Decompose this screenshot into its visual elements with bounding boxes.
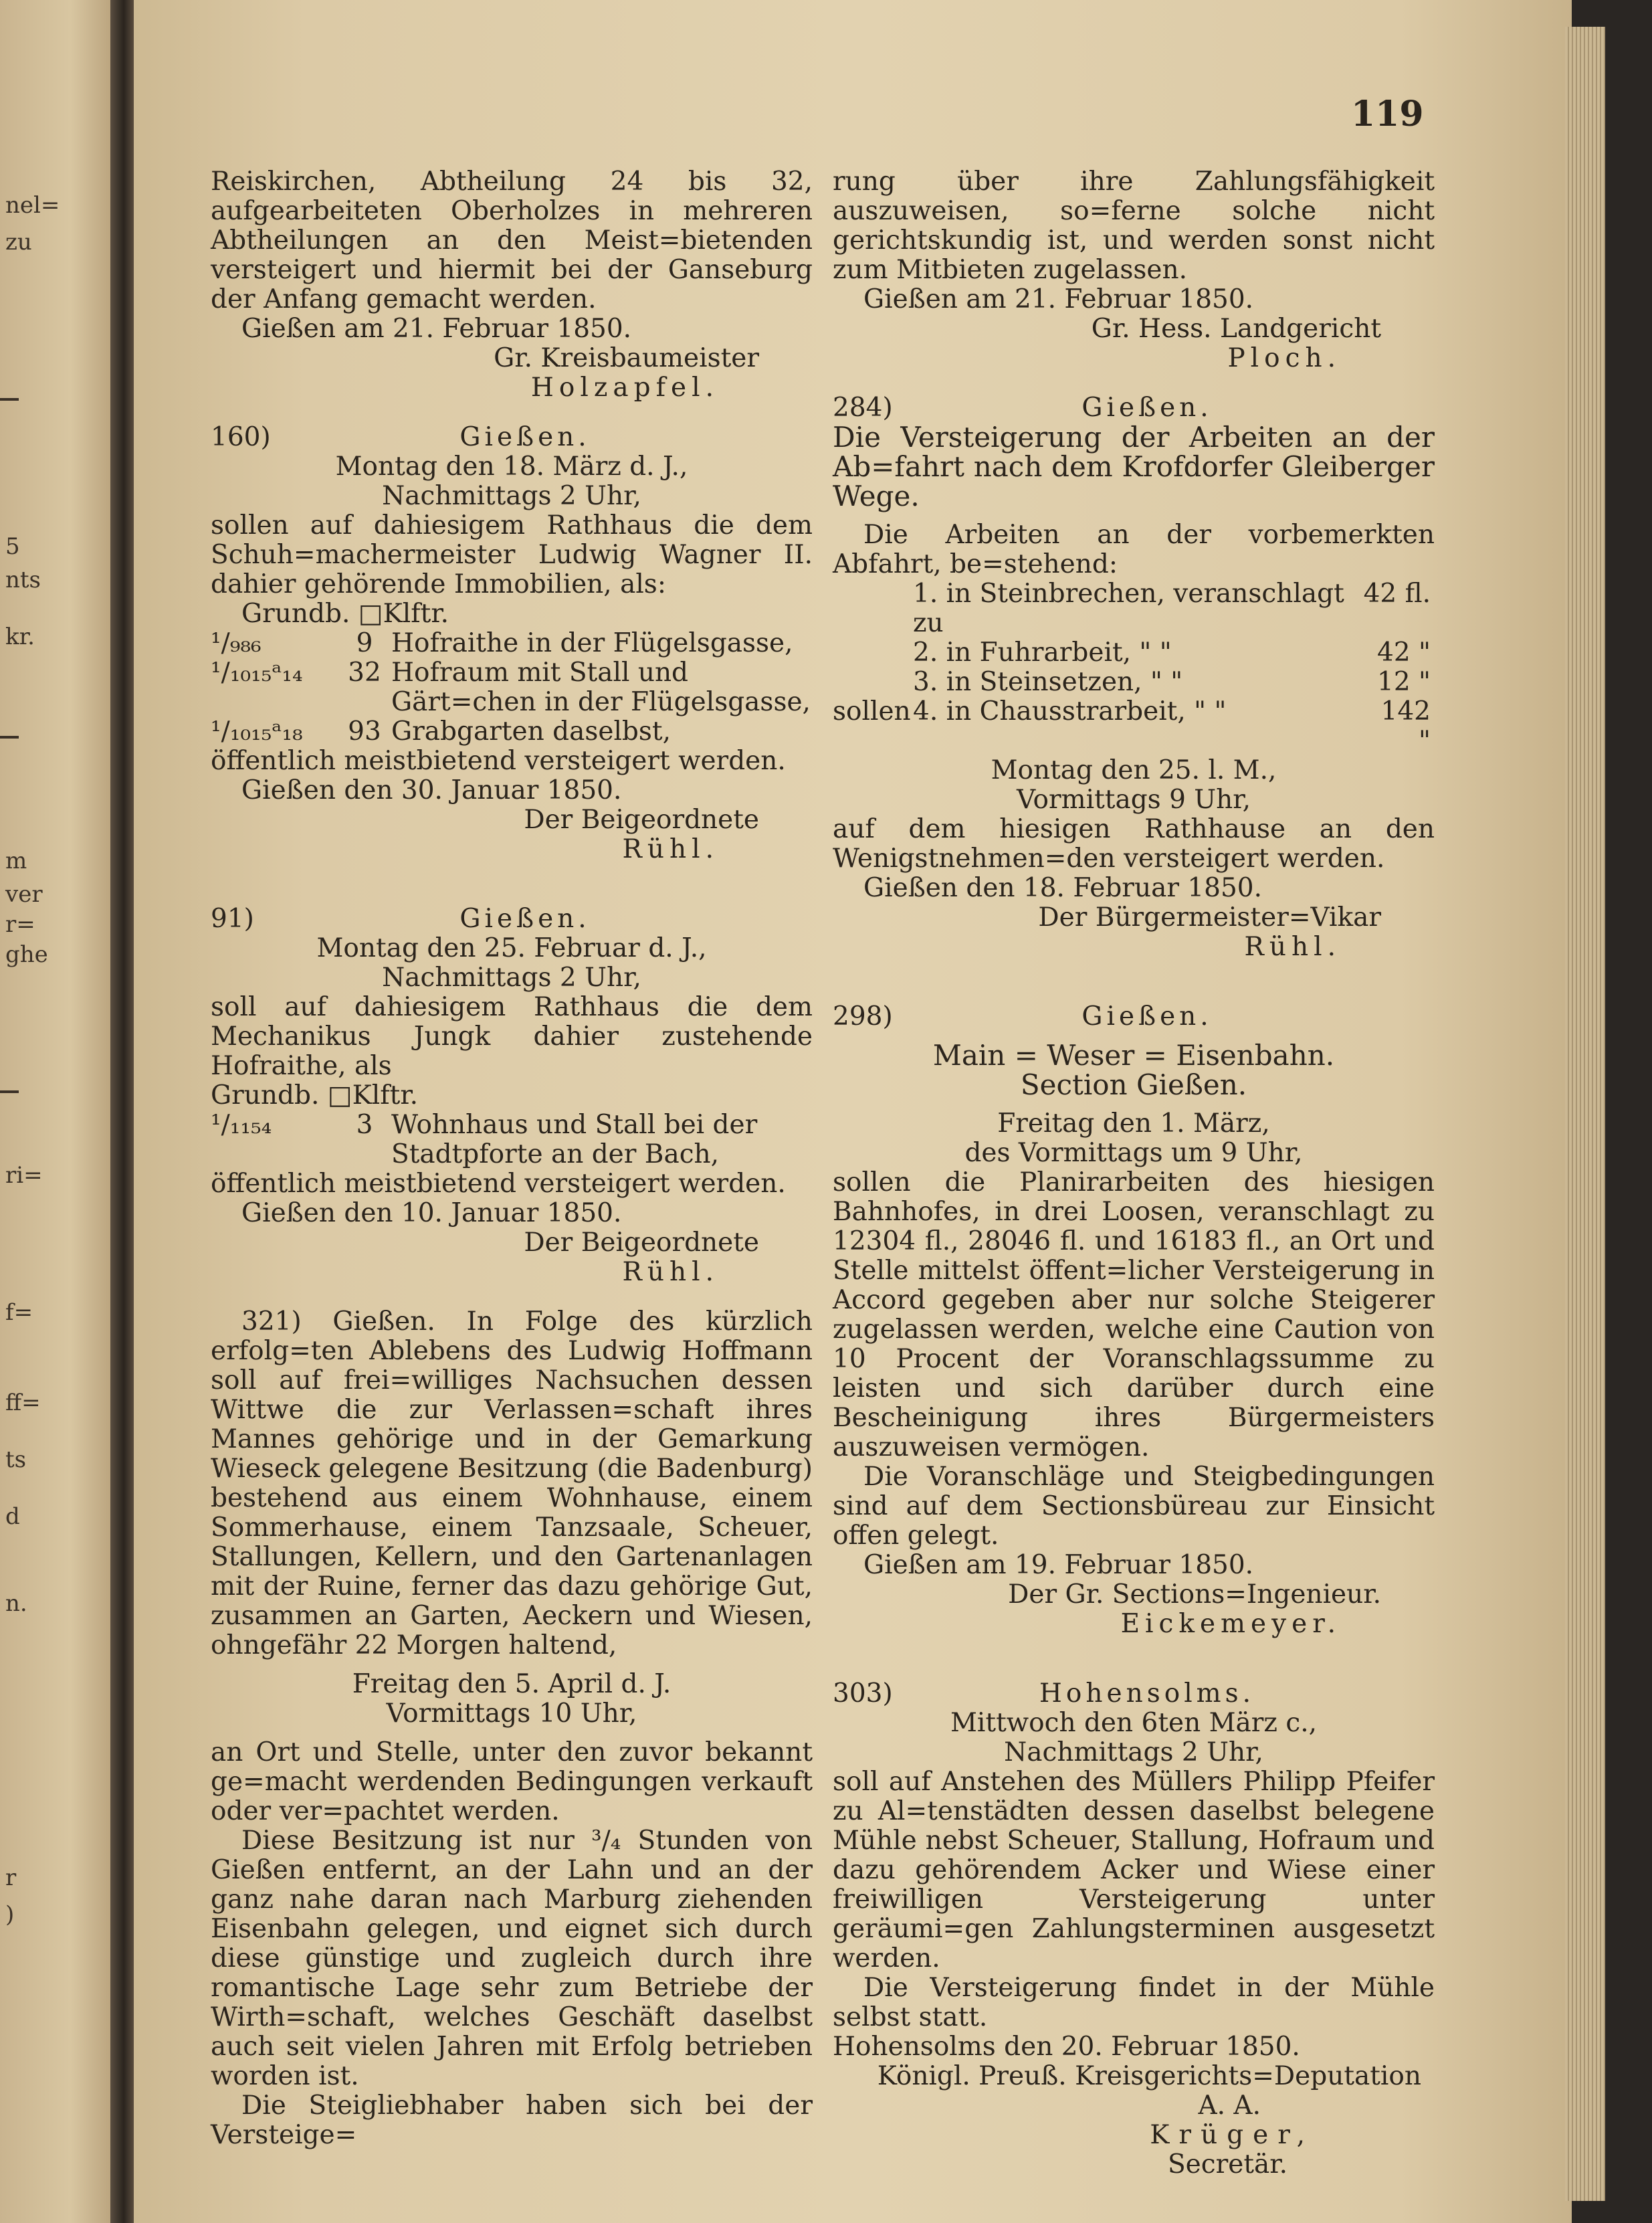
- parcel-number: ¹/₁₀₁₅ᵃ₁₄: [211, 658, 303, 688]
- notice-number: 321): [241, 1307, 302, 1337]
- property-table-head: Grundb. □Klftr.: [241, 599, 449, 629]
- notice-time: Vormittags 9 Uhr,: [1016, 785, 1251, 815]
- notice-time: des Vormittags um 9 Uhr,: [964, 1138, 1303, 1168]
- page-block-edge: [1565, 27, 1605, 2201]
- description: Wohnhaus und Stall bei der Stadtpforte an der Bach,: [391, 1110, 758, 1169]
- notice-number: 298): [833, 1001, 893, 1032]
- continuation-text: rung über ihre Zahlungsfähigkeit auszuweisen, so=ferne solche nicht gerichtskundig ist, und werden sonst nicht zum Mitbieten zugelassen.: [833, 167, 1435, 285]
- notice-number: 160): [211, 422, 271, 452]
- margin-fragment: ff=: [5, 1389, 41, 1416]
- notice-number: 91): [211, 904, 254, 934]
- notice-number: 303): [833, 1678, 893, 1709]
- area: 93: [348, 716, 381, 747]
- signature-title: Der Beigeordnete: [524, 805, 759, 835]
- notice-160: [211, 423, 813, 864]
- notice-place: Gießen.: [1081, 393, 1213, 423]
- margin-rule: [0, 1090, 19, 1093]
- parcel-number: ¹/₁₁₅₄: [211, 1110, 272, 1140]
- notice-place: Gießen.: [459, 904, 591, 934]
- work-items-table: [833, 579, 1435, 756]
- notice-date: Gießen den 18. Februar 1850.: [863, 873, 1263, 903]
- notice-time: Vormittags 10 Uhr,: [386, 1699, 637, 1729]
- margin-fragment: zu: [5, 229, 32, 256]
- work-item-label: 1. in Steinbrechen, veranschlagt zu: [913, 579, 1344, 638]
- notice-298: [833, 1002, 1435, 1639]
- continuation-signature-name: Ploch.: [1227, 343, 1341, 373]
- work-item-amount: 42 fl.: [1363, 579, 1431, 609]
- notice-time: Nachmittags 2 Uhr,: [382, 963, 641, 993]
- notice-date: Gießen am 19. Februar 1850.: [863, 1550, 1254, 1580]
- margin-rule: [0, 398, 19, 401]
- margin-fragment: ri=: [5, 1162, 43, 1189]
- notice-title-2: Section Gießen.: [1020, 1068, 1247, 1101]
- parcel-number: ¹/₁₀₁₅ᵃ₁₈: [211, 716, 303, 747]
- notice-91: [211, 904, 813, 1287]
- continuation-signature-title: Gr. Hess. Landgericht: [1091, 314, 1381, 344]
- table-row: [211, 629, 813, 658]
- description: Grabgarten daselbst,: [391, 716, 671, 747]
- left-column: [211, 167, 813, 2150]
- description: Hofraum mit Stall und Gärt=chen in der Flügelsgasse,: [391, 658, 811, 717]
- table-row: [211, 717, 813, 747]
- intro-date: Gießen am 21. Februar 1850.: [241, 314, 632, 344]
- notice-place: Gießen.: [1081, 1001, 1213, 1032]
- notice-text-4: Die Steigliebhaber haben sich bei der Versteige=: [211, 2091, 813, 2150]
- sollen-word: sollen: [833, 696, 911, 727]
- notice-284: [833, 393, 1435, 962]
- work-item-label: 2. in Fuhrarbeit, " ": [913, 638, 1172, 668]
- margin-fragment: ver: [5, 881, 43, 908]
- signature-name: Krüger,: [1150, 2120, 1314, 2150]
- notice-text: soll auf dahiesigem Rathhaus die dem Mechanikus Jungk dahier zustehende Hofraithe, als: [211, 992, 813, 1081]
- table-row: [833, 579, 1435, 638]
- notice-date: Gießen den 10. Januar 1850.: [241, 1198, 622, 1228]
- notice-text: Gießen. In Folge des kürzlich erfolg=ten Ablebens des Ludwig Hoffmann soll auf frei=williges Nachsuchen dessen Wittwe die zur Verlassen=schaft ihres Mannes gehörige und in der Gemarkung Wieseck gelegene Besitzung (die Badenburg) bestehend aus einem Wohnhause, einem Sommerhause, einem Tanzsaale, Scheuer, Stallungen, Kellern, und den Gartenanlagen mit der Ruine, ferner das dazu gehörige Gut, zusammen an Garten, Aeckern und Wiesen, ohngefähr 22 Morgen haltend,: [211, 1307, 813, 1660]
- notice-text: sollen die Planirarbeiten des hiesigen Bahnhofes, in drei Loosen, veranschlagt zu 12304 fl., 28046 fl. und 16183 fl., an Ort und Stelle mittelst öffent=licher Versteigerung in Accord gegeben aber nur solche Steigerer zugelassen werden, welche eine Caution von 10 Procent der Voranschlagssumme zu leisten und sich darüber durch eine Bescheinigung ihres Bürgermeisters auszuweisen vermögen.: [833, 1167, 1435, 1462]
- margin-rule: [0, 736, 19, 739]
- notice-day: Montag den 25. Februar d. J.,: [316, 933, 707, 963]
- work-item-amount: 12 ": [1377, 667, 1431, 697]
- work-item-label: 4. in Chausstrarbeit, " ": [913, 696, 1227, 727]
- table-row: [833, 697, 1435, 756]
- notice-day: Mittwoch den 6ten März c.,: [950, 1708, 1318, 1738]
- work-item-amount: 142 ": [1380, 696, 1431, 756]
- notice-day: Freitag den 1. März,: [997, 1108, 1270, 1139]
- notice-place: Hohensolms.: [1039, 1678, 1255, 1709]
- table-row: [833, 668, 1435, 697]
- book-gutter: [110, 0, 137, 2223]
- margin-fragment: nts: [5, 567, 41, 593]
- area: 3: [356, 1110, 373, 1140]
- notice-number: 284): [833, 393, 893, 423]
- notice-text-2: Die Voranschläge und Steigbedingungen sind auf dem Sectionsbüreau zur Einsicht offen gelegt.: [833, 1462, 1435, 1551]
- notice-date: Gießen den 30. Januar 1850.: [241, 775, 622, 805]
- margin-fragment: 5: [5, 533, 20, 560]
- notice-text: sollen auf dahiesigem Rathhaus die dem Schuh=machermeister Ludwig Wagner II. dahier gehörende Immobilien, als:: [211, 510, 813, 599]
- margin-fragment: ts: [5, 1446, 27, 1473]
- margin-fragment: r: [5, 1864, 17, 1891]
- notice-303: [833, 1679, 1435, 2180]
- area: 9: [356, 628, 373, 658]
- property-table-head: Grundb. □Klftr.: [211, 1080, 419, 1110]
- notice-day: Freitag den 5. April d. J.: [352, 1669, 672, 1699]
- table-row: [211, 1110, 813, 1169]
- parcel-number: ¹/₉₈₆: [211, 628, 262, 658]
- notice-day: Montag den 25. l. M.,: [991, 755, 1277, 785]
- notice-text-2: Die Versteigerung findet in der Mühle selbst statt.: [833, 1973, 1435, 2032]
- margin-fragment: ): [5, 1901, 15, 1928]
- notice-time: Nachmittags 2 Uhr,: [382, 481, 641, 511]
- page-number: 119: [1351, 94, 1424, 134]
- signature-name: Rühl.: [622, 1257, 719, 1287]
- margin-fragment: r=: [5, 911, 35, 938]
- notice-text-3: Diese Besitzung ist nur ³/₄ Stunden von Gießen entfernt, an der Lahn und an der ganz nahe daran nach Marburg ziehenden Eisenbahn gelegen, und eignet sich durch diese günstige und zugleich durch ihre romantische Lage sehr zum Betriebe der Wirth=schaft, welches Geschäft daselbst auch seit vielen Jahren mit Erfolg betrieben worden ist.: [211, 1826, 813, 2091]
- table-row: [211, 658, 813, 717]
- signature-title: Der Gr. Sections=Ingenieur.: [1008, 1579, 1381, 1610]
- signature-name: Rühl.: [1244, 932, 1341, 962]
- notice-title: Die Versteigerung der Arbeiten an der Ab=fahrt nach dem Krofdorfer Gleiberger Wege.: [833, 421, 1435, 512]
- signature-title: Der Bürgermeister=Vikar: [1038, 902, 1381, 933]
- intro-text: Reiskirchen, Abtheilung 24 bis 32, aufgearbeiteten Oberholzes in mehreren Abtheilungen an den Meist=bietenden versteigert und hiermit bei der Ganseburg der Anfang gemacht werden.: [211, 167, 813, 314]
- margin-fragment: nel=: [5, 192, 60, 219]
- notice-321: [211, 1307, 813, 2150]
- property-table: [211, 629, 813, 747]
- table-row: [833, 638, 1435, 668]
- property-table: [211, 1110, 813, 1169]
- notice-day: Montag den 18. März d. J.,: [335, 452, 688, 482]
- right-column: [833, 167, 1435, 2180]
- signature-role: Secretär.: [1167, 2149, 1287, 2180]
- notice-title-1: Main = Weser = Eisenbahn.: [932, 1039, 1335, 1072]
- margin-fragment: d: [5, 1503, 20, 1530]
- notice-time: Nachmittags 2 Uhr,: [1004, 1737, 1263, 1767]
- signature-title: Königl. Preuß. Kreisgerichts=Deputation: [877, 2061, 1421, 2091]
- notice-closing: öffentlich meistbietend versteigert werden.: [211, 746, 786, 776]
- notice-place: Gießen.: [459, 422, 591, 452]
- signature-abbrev: A. A.: [1198, 2091, 1261, 2121]
- work-item-label: 3. in Steinsetzen, " ": [913, 667, 1183, 697]
- notice-closing: öffentlich meistbietend versteigert werden.: [211, 1169, 786, 1199]
- signature-name: Eickemeyer.: [1120, 1609, 1341, 1639]
- margin-fragment: f=: [5, 1299, 33, 1326]
- margin-fragment: ghe: [5, 941, 48, 968]
- notice-text: soll auf Anstehen des Müllers Philipp Pfeifer zu Al=tenstädten dessen daselbst belegene Mühle nebst Scheuer, Stallung, Hofraum und dazu gehörendem Acker und Wiese einer freiwilligen Versteigerung unter geräumi=gen Zahlungsterminen ausgesetzt werden.: [833, 1767, 1435, 1973]
- signature-name: Rühl.: [622, 834, 719, 864]
- intro-signature-title: Gr. Kreisbaumeister: [494, 343, 759, 373]
- previous-page-edge: [0, 0, 117, 2223]
- continuation-date: Gießen am 21. Februar 1850.: [863, 284, 1254, 314]
- margin-fragment: m: [5, 848, 27, 874]
- description: Hofraithe in der Flügelsgasse,: [391, 628, 793, 658]
- area: 32: [348, 658, 381, 688]
- work-item-amount: 42 ": [1377, 638, 1431, 668]
- notice-date: Hohensolms den 20. Februar 1850.: [833, 2032, 1300, 2062]
- notice-text: Die Arbeiten an der vorbemerkten Abfahrt, be=stehend:: [833, 520, 1435, 579]
- notice-text-2: an Ort und Stelle, unter den zuvor bekannt ge=macht werdenden Bedingungen verkauft oder ver=pachtet werden.: [211, 1737, 813, 1826]
- margin-fragment: n.: [5, 1590, 27, 1617]
- intro-signature-name: Holzapfel.: [530, 373, 719, 403]
- margin-fragment: kr.: [5, 623, 35, 650]
- notice-text-2: auf dem hiesigen Rathhause an den Wenigstnehmen=den versteigert werden.: [833, 814, 1435, 874]
- signature-title: Der Beigeordnete: [524, 1228, 759, 1258]
